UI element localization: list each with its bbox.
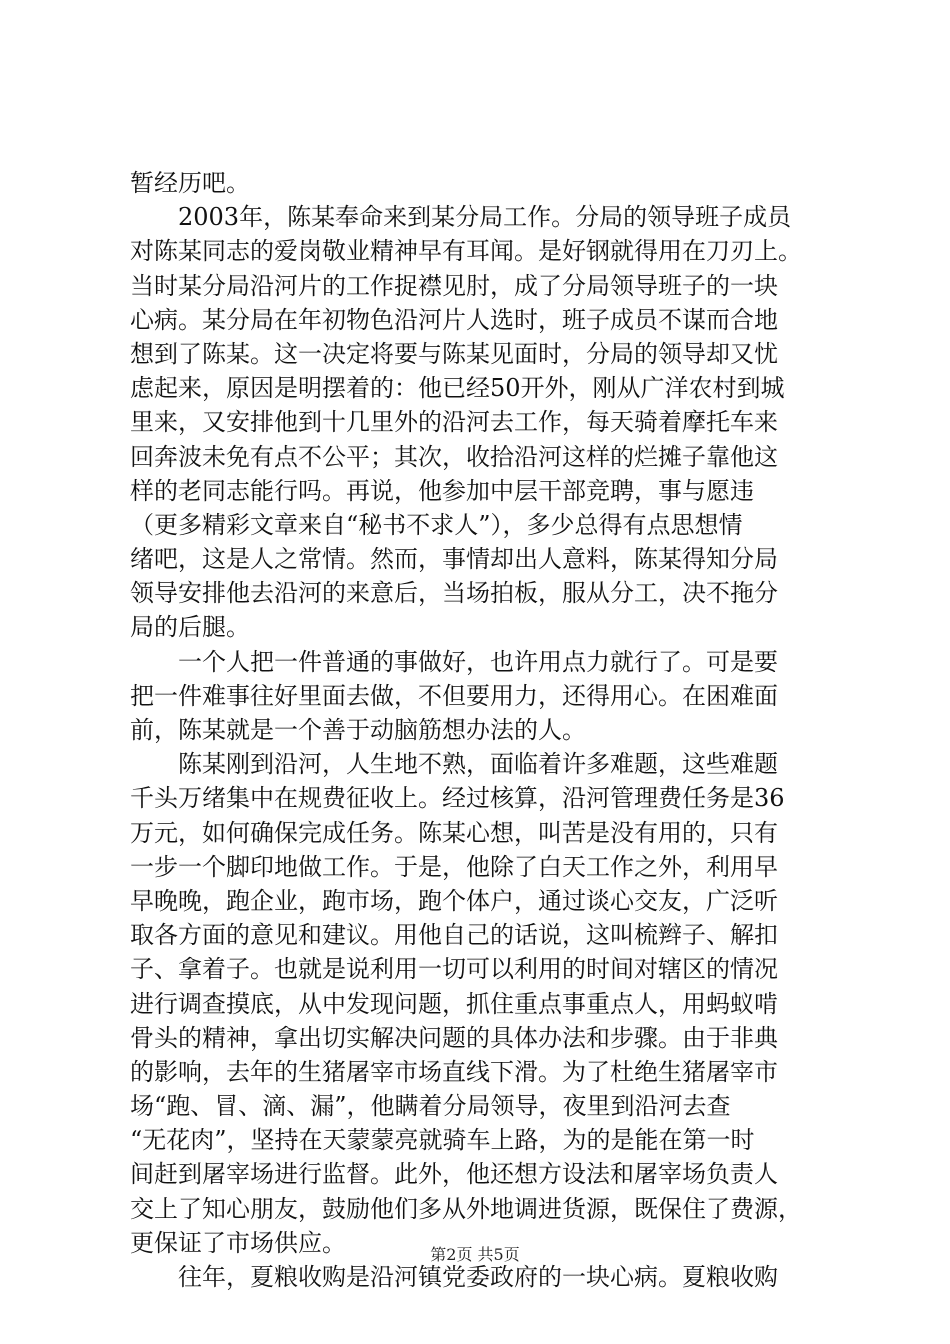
text-line: 2003年，陈某奉命来到某分局工作。分局的领导班子成员 — [130, 203, 792, 232]
text-line: 当时某分局沿河片的工作捉襟见肘，成了分局领导班子的一块 — [130, 271, 778, 300]
text-line: （更多精彩文章来自“秘书不求人”），多少总得有点思想情 — [130, 510, 743, 539]
text-line: 对陈某同志的爱岗敬业精神早有耳闻。是好钢就得用在刀刃上。 — [130, 237, 802, 266]
text-line: 交上了知心朋友，鼓励他们多从外地调进货源，既保住了费源， — [130, 1194, 802, 1223]
text-line: 一个人把一件普通的事做好，也许用点力就行了。可是要 — [130, 647, 778, 676]
text-line: 场“跑、冒、滴、漏”，他瞒着分局领导，夜里到沿河去查 — [130, 1092, 731, 1121]
text-line: 暂经历吧。 — [130, 169, 250, 197]
text-line: 绪吧，这是人之常情。然而，事情却出人意料，陈某得知分局 — [130, 545, 778, 574]
text-line: 一步一个脚印地做工作。于是，他除了白天工作之外，利用早 — [130, 852, 778, 881]
text-line: 万元，如何确保完成任务。陈某心想，叫苦是没有用的，只有 — [130, 818, 778, 847]
text-line: 领导安排他去沿河的来意后，当场拍板，服从分工，决不拖分 — [130, 579, 778, 608]
text-line: 间赶到屠宰场进行监督。此外，他还想方设法和屠宰场负责人 — [130, 1160, 778, 1189]
text-line: 更保证了市场供应。 — [130, 1228, 346, 1257]
text-line: 心病。某分局在年初物色沿河片人选时，班子成员不谋而合地 — [130, 305, 778, 334]
text-line: 子、拿着子。也就是说利用一切可以利用的时间对辖区的情况 — [130, 955, 778, 984]
body-text — [130, 166, 842, 1294]
text-line: 的影响，去年的生猪屠宰市场直线下滑。为了杜绝生猪屠宰市 — [130, 1057, 778, 1086]
text-line: 陈某刚到沿河，人生地不熟，面临着许多难题，这些难题 — [130, 750, 778, 779]
text-line: 想到了陈某。这一决定将要与陈某见面时，分局的领导却又忧 — [130, 339, 778, 368]
text-line: 回奔波未免有点不公平；其次，收拾沿河这样的烂摊子靠他这 — [130, 442, 778, 471]
text-line: 里来，又安排他到十几里外的沿河去工作，每天骑着摩托车来 — [130, 408, 778, 437]
text-line: “无花肉”，坚持在天蒙蒙亮就骑车上路，为的是能在第一时 — [130, 1126, 755, 1155]
text-line: 把一件难事往好里面去做，不但要用力，还得用心。在困难面 — [130, 681, 778, 710]
text-line: 虑起来，原因是明摆着的：他已经50开外，刚从广洋农村到城 — [130, 374, 785, 403]
text-line: 千头万绪集中在规费征收上。经过核算，沿河管理费任务是36 — [130, 784, 785, 813]
text-line: 进行调查摸底，从中发现问题，抓住重点事重点人，用蚂蚁啃 — [130, 989, 778, 1018]
text-line: 往年，夏粮收购是沿河镇党委政府的一块心病。夏粮收购 — [130, 1263, 778, 1291]
text-line: 早晚晚，跑企业，跑市场，跑个体户，通过谈心交友，广泛听 — [130, 886, 778, 915]
text-line: 取各方面的意见和建议。用他自己的话说，这叫梳辫子、解扣 — [130, 921, 778, 950]
page-indicator: 第2页 共5页 — [430, 1245, 520, 1264]
text-line: 样的老同志能行吗。再说，他参加中层干部竞聘，事与愿违 — [130, 476, 754, 505]
text-line: 局的后腿。 — [130, 613, 250, 642]
text-line: 前，陈某就是一个善于动脑筋想办法的人。 — [130, 716, 586, 744]
text-line: 骨头的精神，拿出切实解决问题的具体办法和步骤。由于非典 — [130, 1023, 778, 1052]
